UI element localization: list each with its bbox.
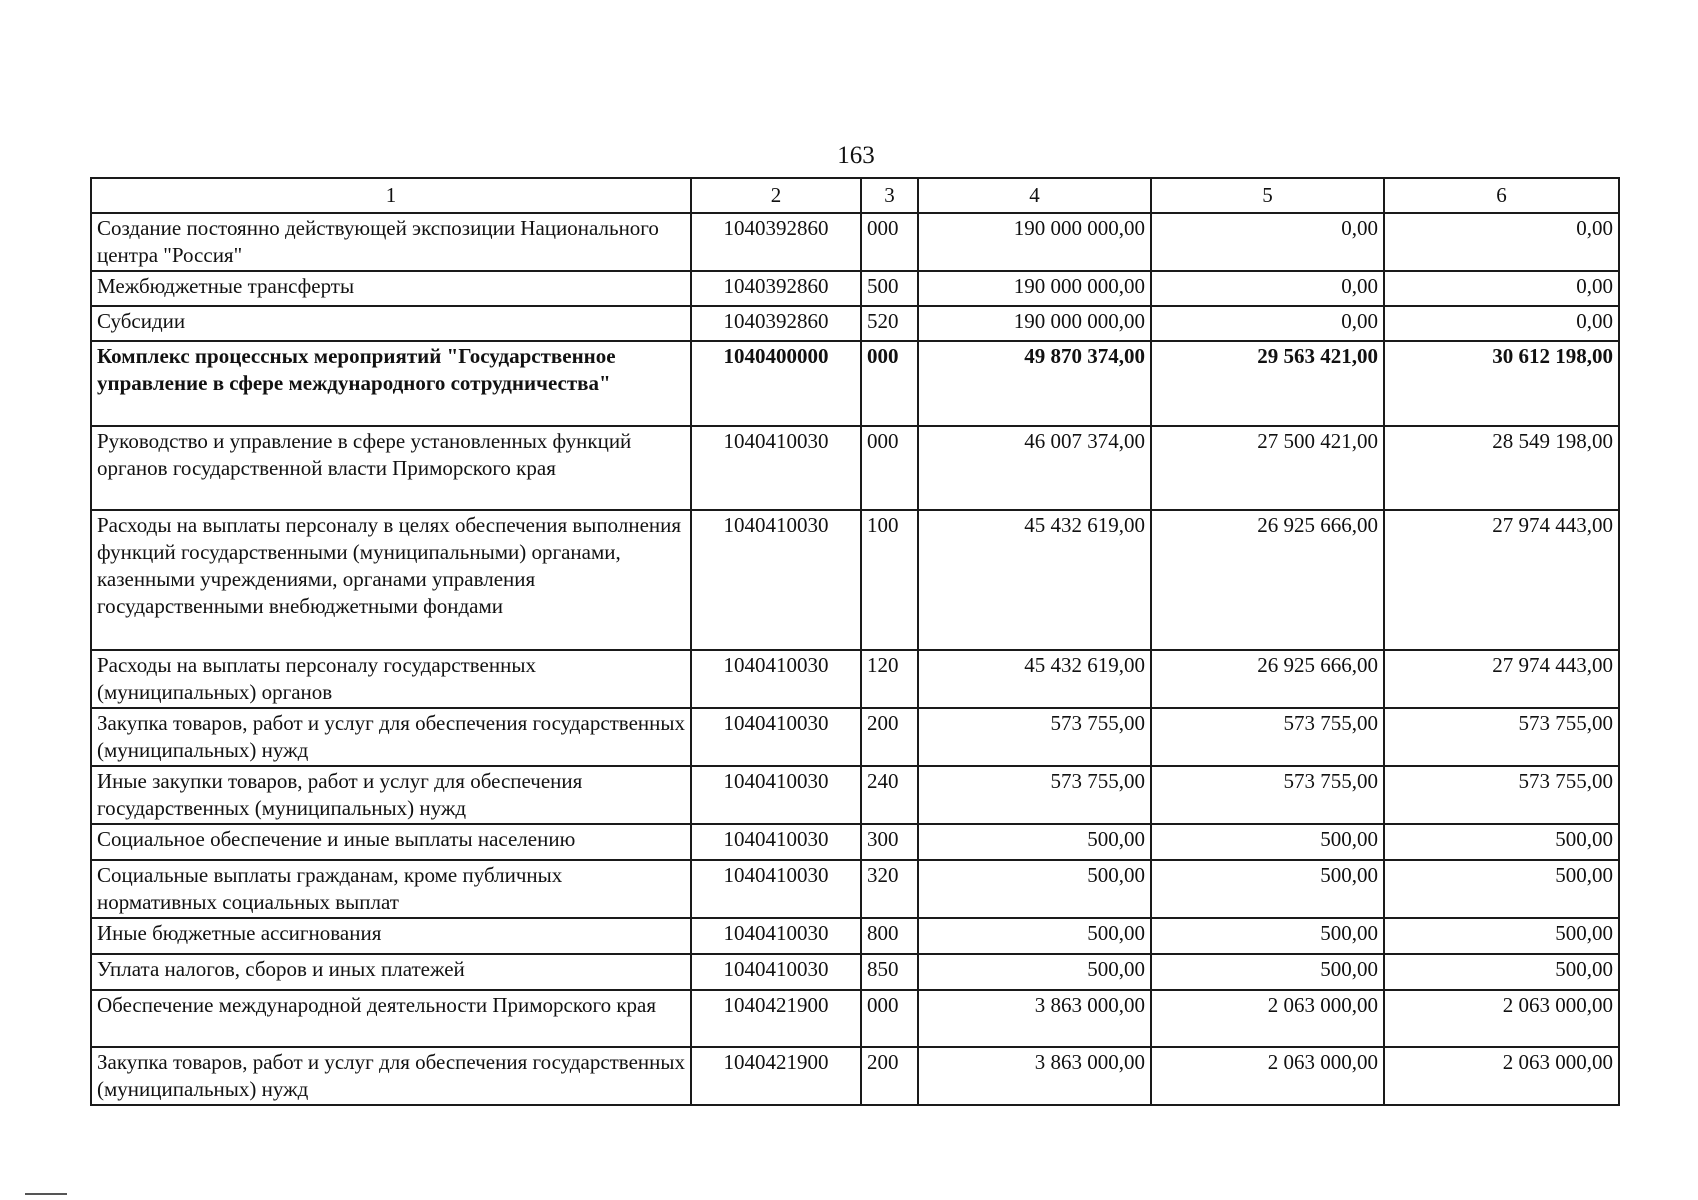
table-row bbox=[91, 306, 1619, 341]
cell-code: 1040410030 bbox=[691, 766, 861, 824]
cell-code: 1040392860 bbox=[691, 271, 861, 306]
cell-amount-col4: 573 755,00 bbox=[918, 708, 1151, 766]
table-row bbox=[91, 824, 1619, 860]
cell-expense-type: 120 bbox=[861, 650, 918, 708]
cell-name: Субсидии bbox=[91, 306, 691, 341]
cell-amount-col6: 2 063 000,00 bbox=[1384, 1047, 1619, 1105]
cell-amount-col4: 500,00 bbox=[918, 824, 1151, 860]
table-row bbox=[91, 341, 1619, 426]
scan-edge-mark bbox=[25, 1193, 67, 1195]
cell-name: Социальное обеспечение и иные выплаты населению bbox=[91, 824, 691, 860]
table-row bbox=[91, 708, 1619, 766]
cell-amount-col5: 500,00 bbox=[1151, 824, 1384, 860]
cell-amount-col5: 500,00 bbox=[1151, 954, 1384, 990]
cell-amount-col4: 49 870 374,00 bbox=[918, 341, 1151, 426]
cell-expense-type: 240 bbox=[861, 766, 918, 824]
table-row bbox=[91, 918, 1619, 954]
cell-code: 1040410030 bbox=[691, 510, 861, 650]
cell-expense-type: 100 bbox=[861, 510, 918, 650]
cell-amount-col6: 30 612 198,00 bbox=[1384, 341, 1619, 426]
cell-expense-type: 200 bbox=[861, 1047, 918, 1105]
cell-amount-col4: 3 863 000,00 bbox=[918, 990, 1151, 1047]
cell-amount-col4: 190 000 000,00 bbox=[918, 271, 1151, 306]
cell-code: 1040421900 bbox=[691, 990, 861, 1047]
cell-amount-col4: 3 863 000,00 bbox=[918, 1047, 1151, 1105]
cell-code: 1040410030 bbox=[691, 918, 861, 954]
cell-amount-col5: 0,00 bbox=[1151, 213, 1384, 271]
cell-amount-col4: 45 432 619,00 bbox=[918, 510, 1151, 650]
cell-amount-col6: 2 063 000,00 bbox=[1384, 990, 1619, 1047]
cell-code: 1040410030 bbox=[691, 860, 861, 918]
cell-name: Закупка товаров, работ и услуг для обеспечения государственных (муниципальных) нужд bbox=[91, 708, 691, 766]
cell-amount-col4: 190 000 000,00 bbox=[918, 306, 1151, 341]
cell-expense-type: 500 bbox=[861, 271, 918, 306]
cell-expense-type: 300 bbox=[861, 824, 918, 860]
cell-expense-type: 850 bbox=[861, 954, 918, 990]
table-row bbox=[91, 213, 1619, 271]
cell-code: 1040410030 bbox=[691, 426, 861, 510]
cell-name: Руководство и управление в сфере установленных функций органов государственной власти Приморского края bbox=[91, 426, 691, 510]
cell-name: Межбюджетные трансферты bbox=[91, 271, 691, 306]
cell-amount-col6: 0,00 bbox=[1384, 306, 1619, 341]
header-cell-3: 3 bbox=[861, 178, 918, 213]
cell-amount-col5: 500,00 bbox=[1151, 918, 1384, 954]
budget-table bbox=[90, 177, 1620, 1106]
cell-amount-col6: 500,00 bbox=[1384, 954, 1619, 990]
cell-amount-col6: 0,00 bbox=[1384, 271, 1619, 306]
cell-amount-col5: 26 925 666,00 bbox=[1151, 650, 1384, 708]
table-row bbox=[91, 766, 1619, 824]
cell-name: Расходы на выплаты персоналу в целях обеспечения выполнения функций государственными (муниципальными) органами, казенными учреждениями, органами управления государственными внебюджетными фондами bbox=[91, 510, 691, 650]
table-row bbox=[91, 510, 1619, 650]
table-row bbox=[91, 860, 1619, 918]
cell-expense-type: 000 bbox=[861, 341, 918, 426]
table-row bbox=[91, 426, 1619, 510]
cell-amount-col5: 26 925 666,00 bbox=[1151, 510, 1384, 650]
table-body bbox=[91, 213, 1619, 1105]
cell-code: 1040410030 bbox=[691, 650, 861, 708]
cell-name: Комплекс процессных мероприятий "Государственное управление в сфере международного сотрудничества" bbox=[91, 341, 691, 426]
cell-name: Закупка товаров, работ и услуг для обеспечения государственных (муниципальных) нужд bbox=[91, 1047, 691, 1105]
cell-code: 1040421900 bbox=[691, 1047, 861, 1105]
header-cell-1: 1 bbox=[91, 178, 691, 213]
table-row bbox=[91, 990, 1619, 1047]
cell-amount-col4: 500,00 bbox=[918, 918, 1151, 954]
cell-amount-col6: 573 755,00 bbox=[1384, 708, 1619, 766]
cell-amount-col4: 190 000 000,00 bbox=[918, 213, 1151, 271]
cell-amount-col6: 500,00 bbox=[1384, 918, 1619, 954]
cell-expense-type: 000 bbox=[861, 426, 918, 510]
cell-expense-type: 200 bbox=[861, 708, 918, 766]
cell-name: Обеспечение международной деятельности Приморского края bbox=[91, 990, 691, 1047]
cell-name: Социальные выплаты гражданам, кроме публичных нормативных социальных выплат bbox=[91, 860, 691, 918]
cell-amount-col5: 0,00 bbox=[1151, 306, 1384, 341]
header-row bbox=[91, 178, 1619, 213]
header-cell-5: 5 bbox=[1151, 178, 1384, 213]
cell-amount-col5: 27 500 421,00 bbox=[1151, 426, 1384, 510]
cell-name: Расходы на выплаты персоналу государственных (муниципальных) органов bbox=[91, 650, 691, 708]
cell-code: 1040400000 bbox=[691, 341, 861, 426]
cell-amount-col6: 27 974 443,00 bbox=[1384, 510, 1619, 650]
cell-name: Иные бюджетные ассигнования bbox=[91, 918, 691, 954]
header-cell-2: 2 bbox=[691, 178, 861, 213]
table-row bbox=[91, 650, 1619, 708]
cell-amount-col6: 573 755,00 bbox=[1384, 766, 1619, 824]
table-row bbox=[91, 1047, 1619, 1105]
cell-amount-col5: 500,00 bbox=[1151, 860, 1384, 918]
cell-amount-col6: 27 974 443,00 bbox=[1384, 650, 1619, 708]
cell-name: Создание постоянно действующей экспозиции Национального центра "Россия" bbox=[91, 213, 691, 271]
cell-expense-type: 800 bbox=[861, 918, 918, 954]
cell-amount-col4: 500,00 bbox=[918, 860, 1151, 918]
cell-amount-col5: 573 755,00 bbox=[1151, 766, 1384, 824]
table-row bbox=[91, 271, 1619, 306]
cell-amount-col5: 0,00 bbox=[1151, 271, 1384, 306]
cell-expense-type: 520 bbox=[861, 306, 918, 341]
cell-code: 1040392860 bbox=[691, 213, 861, 271]
cell-amount-col4: 573 755,00 bbox=[918, 766, 1151, 824]
cell-name: Уплата налогов, сборов и иных платежей bbox=[91, 954, 691, 990]
cell-amount-col6: 0,00 bbox=[1384, 213, 1619, 271]
cell-amount-col6: 500,00 bbox=[1384, 860, 1619, 918]
header-cell-6: 6 bbox=[1384, 178, 1619, 213]
cell-amount-col4: 45 432 619,00 bbox=[918, 650, 1151, 708]
table-header bbox=[91, 178, 1619, 213]
page-number: 163 bbox=[837, 142, 875, 169]
table-row bbox=[91, 954, 1619, 990]
cell-amount-col4: 500,00 bbox=[918, 954, 1151, 990]
cell-amount-col5: 2 063 000,00 bbox=[1151, 1047, 1384, 1105]
header-cell-4: 4 bbox=[918, 178, 1151, 213]
cell-expense-type: 320 bbox=[861, 860, 918, 918]
cell-name: Иные закупки товаров, работ и услуг для обеспечения государственных (муниципальных) нужд bbox=[91, 766, 691, 824]
cell-code: 1040410030 bbox=[691, 824, 861, 860]
cell-amount-col6: 500,00 bbox=[1384, 824, 1619, 860]
cell-code: 1040410030 bbox=[691, 954, 861, 990]
cell-amount-col4: 46 007 374,00 bbox=[918, 426, 1151, 510]
cell-code: 1040410030 bbox=[691, 708, 861, 766]
cell-expense-type: 000 bbox=[861, 213, 918, 271]
cell-amount-col6: 28 549 198,00 bbox=[1384, 426, 1619, 510]
cell-code: 1040392860 bbox=[691, 306, 861, 341]
cell-amount-col5: 2 063 000,00 bbox=[1151, 990, 1384, 1047]
cell-amount-col5: 29 563 421,00 bbox=[1151, 341, 1384, 426]
cell-amount-col5: 573 755,00 bbox=[1151, 708, 1384, 766]
cell-expense-type: 000 bbox=[861, 990, 918, 1047]
